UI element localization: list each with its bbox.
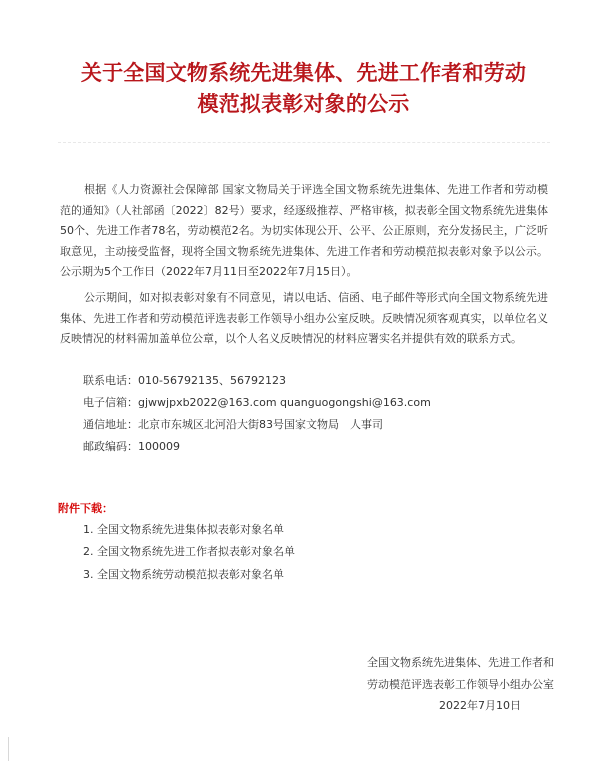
attachment-link-1[interactable]: 1. 全国文物系统先进集体拟表彰对象名单 (83, 523, 284, 536)
signature-org-line-1: 全国文物系统先进集体、先进工作者和 (367, 656, 554, 669)
signature-org-line-2: 劳动模范评选表彰工作领导小组办公室 (367, 678, 554, 691)
page-title-line-2: 模范拟表彰对象的公示 (197, 92, 410, 116)
body-paragraph-1 (60, 180, 548, 283)
body-paragraph-1-text: 根据《人力资源社会保障部 国家文物局关于评选全国文物系统先进集体、先进工作者和劳动模范的通知》（人社部函〔2022〕82号）要求，经逐级推荐、严格审核，拟表彰全国文物系统先进集体50个、先进工作者78名，劳动模范2名。为切实体现公开、公平、公正原则，充分发扬民主，广泛听取意见，主动接受监督，现将全国文物系统先进集体、先进工作者和劳动模范拟表彰对象予以公示。公示期为5个工作日（2022年7月11日至2022年7月15日）。 (60, 183, 548, 278)
contact-postcode: 邮政编码：100009 (83, 440, 180, 453)
contact-phone: 联系电话：010-56792135、56792123 (83, 374, 286, 387)
attachment-link-3[interactable]: 3. 全国文物系统劳动模范拟表彰对象名单 (83, 568, 284, 581)
attachment-link-2[interactable]: 2. 全国文物系统先进工作者拟表彰对象名单 (83, 545, 295, 558)
signature-date: 2022年7月10日 (439, 699, 521, 712)
page-title-line-1: 关于全国文物系统先进集体、先进工作者和劳动 (80, 61, 527, 85)
contact-address: 通信地址：北京市东城区北河沿大街83号国家文物局 人事司 (83, 418, 383, 431)
attachments-heading: 附件下载： (58, 502, 113, 515)
title-divider (58, 142, 550, 143)
body-paragraph-2 (60, 288, 548, 350)
contact-email: 电子信箱：gjwwjpxb2022@163.com quanguogongshi@163.com (83, 396, 431, 409)
body-paragraph-2-text: 公示期间，如对拟表彰对象有不同意见，请以电话、信函、电子邮件等形式向全国文物系统先进集体、先进工作者和劳动模范评选表彰工作领导小组办公室反映。反映情况须客观真实，以单位名义反映情况的材料需加盖单位公章，以个人名义反映情况的材料应署实名并提供有效的联系方式。 (60, 291, 548, 345)
page-edge-marker (0, 737, 9, 761)
